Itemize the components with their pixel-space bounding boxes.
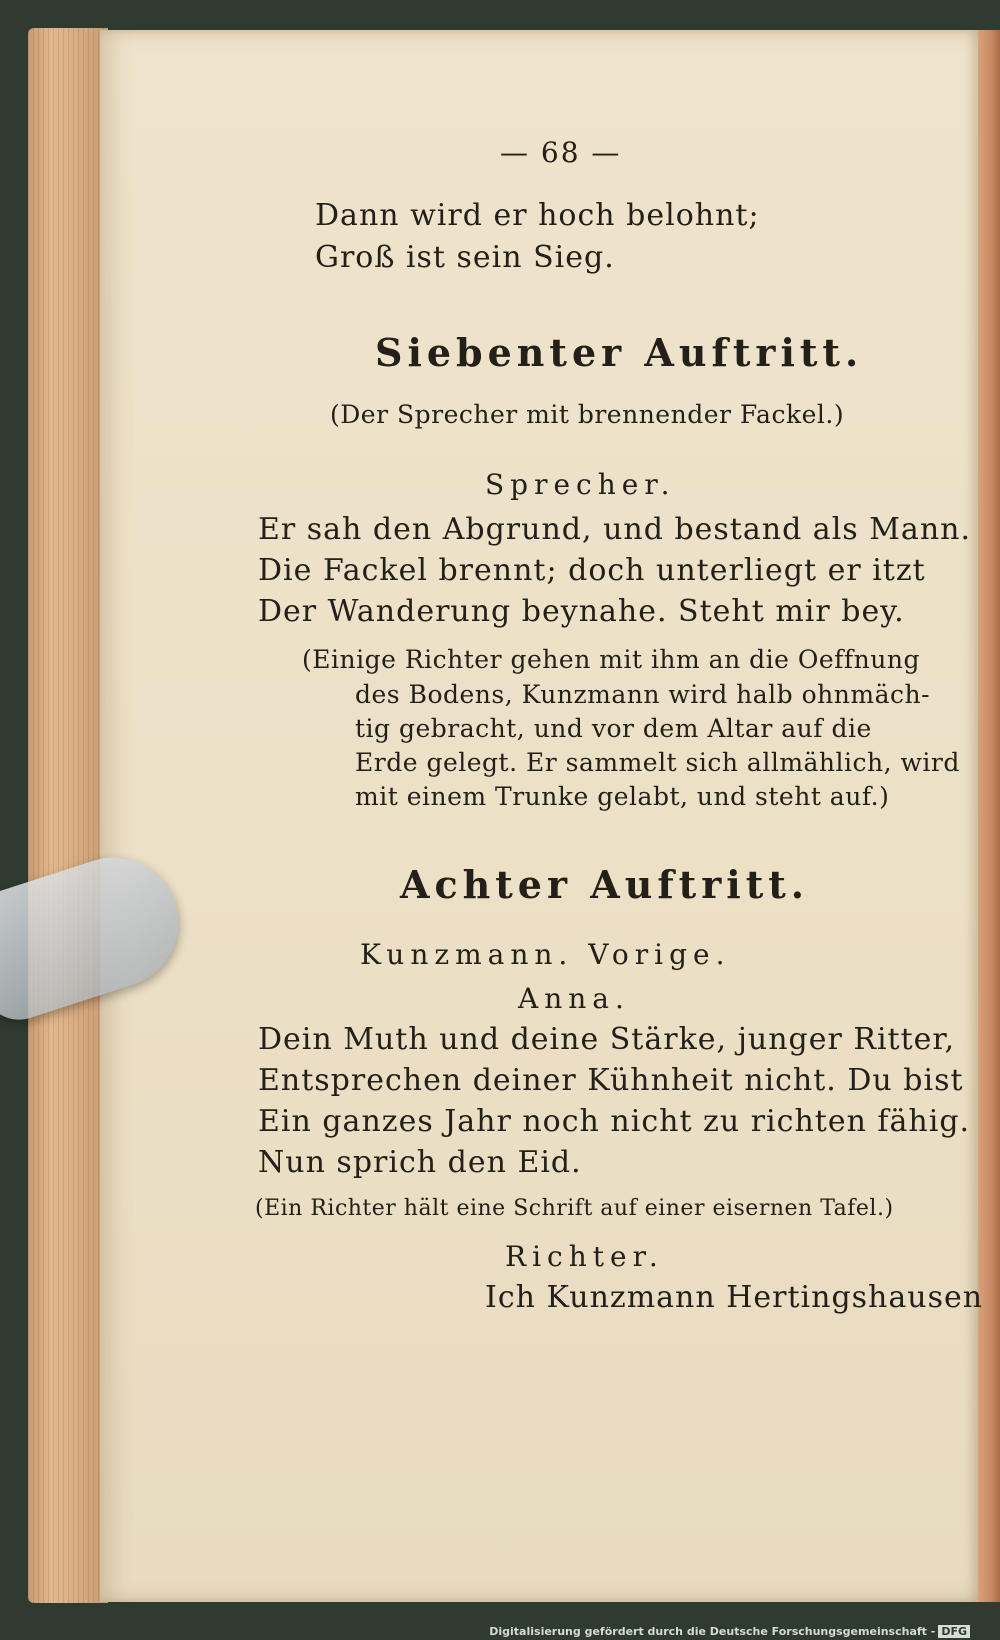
book-right-edge <box>978 30 1000 1602</box>
dfg-logo: DFG <box>938 1625 970 1638</box>
stage-direction: (Der Sprecher mit brennender Fackel.) <box>330 400 845 429</box>
page-number: — 68 — <box>500 136 622 169</box>
verse-line: Dein Muth und deine Stärke, junger Ritter, <box>258 1022 956 1057</box>
scene-heading: Siebenter Auftritt. <box>375 330 864 375</box>
verse-line: Entsprechen deiner Kühnheit nicht. Du bist <box>258 1063 964 1098</box>
speaker-name: Anna. <box>518 982 630 1015</box>
verse-line: Ich Kunzmann Hertingshausen <box>485 1280 984 1315</box>
book-left-edge <box>28 28 108 1603</box>
verse-line: Der Wanderung beynahe. Steht mir bey. <box>258 594 905 629</box>
verse-line: Groß ist sein Sieg. <box>315 240 615 275</box>
speaker-name: Sprecher. <box>485 468 676 501</box>
stage-direction: (Einige Richter gehen mit ihm an die Oeffnung <box>302 645 920 674</box>
stage-direction: Erde gelegt. Er sammelt sich allmählich, wird <box>355 748 960 777</box>
scene-heading: Achter Auftritt. <box>400 862 810 907</box>
stage-direction: (Ein Richter hält eine Schrift auf einer eisernen Tafel.) <box>255 1196 894 1221</box>
stage-direction: tig gebracht, und vor dem Altar auf die <box>355 714 872 743</box>
verse-line: Nun sprich den Eid. <box>258 1145 582 1180</box>
verse-line: Die Fackel brennt; doch unterliegt er itzt <box>258 553 926 588</box>
verse-line: Ein ganzes Jahr noch nicht zu richten fähig. <box>258 1104 971 1139</box>
verse-line: Er sah den Abgrund, und bestand als Mann. <box>258 512 971 547</box>
speaker-name: Richter. <box>505 1240 664 1273</box>
stage-direction: mit einem Trunke gelabt, und steht auf.) <box>355 782 890 811</box>
credit-text: Digitalisierung gefördert durch die Deutsche Forschungsgemeinschaft - <box>489 1625 936 1638</box>
speaker-name: Kunzmann. Vorige. <box>360 938 731 971</box>
digitization-credit <box>489 1625 970 1638</box>
verse-line: Dann wird er hoch belohnt; <box>315 198 760 233</box>
stage-direction: des Bodens, Kunzmann wird halb ohnmäch- <box>355 680 931 709</box>
